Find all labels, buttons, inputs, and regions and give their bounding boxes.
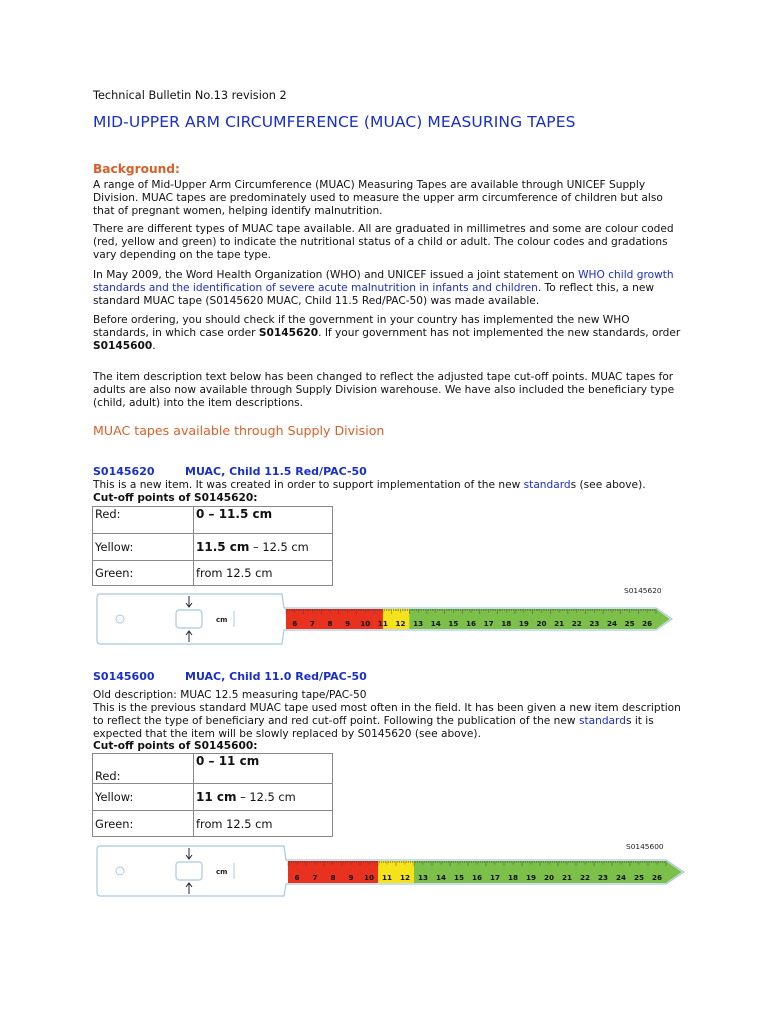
cutoff-value (194, 534, 333, 561)
cutoff-label: Red: (93, 754, 194, 784)
muac-tape-2 (96, 844, 686, 898)
table-row (93, 507, 333, 534)
item-2-cutoff-title: Cut-off points of S0145600: (93, 740, 258, 752)
tape-number: 18 (501, 619, 512, 628)
tape-number: 26 (651, 873, 663, 882)
cutoff-bold: 11 cm (196, 790, 237, 804)
tape-number: 23 (597, 873, 609, 882)
cutoff-label: Green: (93, 561, 194, 586)
tape-number: 15 (448, 619, 459, 628)
tape-number: 21 (561, 873, 573, 882)
tape-number: 25 (624, 619, 635, 628)
background-paragraph-3 (93, 269, 683, 308)
paragraph-text: . (152, 339, 156, 352)
background-heading: Background: (93, 162, 180, 176)
tape-number: 22 (579, 873, 591, 882)
paragraph-text: . To reflect this, a new standard MUAC tape (S0145620 MUAC, Child 11.5 Red/PAC-50) was made available. (93, 281, 655, 307)
tape-number: 18 (507, 873, 519, 882)
muac-tape-1 (96, 592, 676, 646)
cutoff-value (194, 784, 333, 811)
background-paragraph-1: A range of Mid-Upper Arm Circumference (MUAC) Measuring Tapes are available through UNICEF Supply Division. MUAC tapes are predominately used to measure the upper arm circumference of children but also that of pregnant women, helping identify malnutrition. (93, 179, 663, 217)
table-row (93, 561, 333, 586)
who-standards-link[interactable]: WHO child growth standards and the identification of severe acute malnutrition in infants and children (93, 269, 674, 294)
tape-tip (656, 609, 670, 629)
item-2-description (93, 702, 683, 741)
item-1-header (93, 465, 367, 478)
paragraph-text: This is a new item. It was created in order to support implementation of the new (93, 479, 524, 491)
paragraph-text: s it is expected that the item will be slowly replaced by S0145620 (see above). (93, 714, 654, 740)
standards-link[interactable]: standard (523, 479, 571, 491)
tape-number: 7 (312, 873, 318, 882)
cutoff-rest: – 12.5 cm (249, 540, 309, 554)
tape-number: 12 (399, 873, 411, 882)
tape-number: 9 (345, 619, 351, 628)
table-row (93, 754, 333, 784)
tape-number: 10 (360, 619, 371, 628)
item-1-description (93, 479, 683, 492)
tape-number: 19 (518, 619, 529, 628)
paragraph-text: s (see above). (570, 479, 646, 491)
tape-number: 24 (606, 619, 617, 628)
tape-number: 17 (489, 873, 501, 882)
cutoff-value (194, 754, 333, 784)
cutoff-label: Yellow: (93, 534, 194, 561)
cutoff-rest: – 12.5 cm (236, 790, 296, 804)
paragraph-text: In May 2009, the Word Health Organization (WHO) and UNICEF issued a joint statement on (93, 269, 579, 281)
item-1-cutoff-table (92, 506, 333, 586)
tape-number: 7 (309, 619, 315, 628)
tape-number: 6 (294, 873, 300, 882)
tape-number: 25 (633, 873, 645, 882)
tape-number: 16 (465, 619, 477, 628)
cutoff-label: Red: (93, 507, 194, 534)
tape-number: 21 (554, 619, 565, 628)
tape-number: 20 (543, 873, 555, 882)
tape-number: 8 (330, 873, 336, 882)
table-row (93, 784, 333, 811)
cutoff-value (194, 811, 333, 837)
document-title: MID-UPPER ARM CIRCUMFERENCE (MUAC) MEASURING TAPES (93, 113, 576, 131)
item-code: S0145620 (93, 465, 155, 478)
tape-number: 8 (327, 619, 333, 628)
tapes-section-heading: MUAC tapes available through Supply Division (93, 423, 385, 438)
tape-number: 23 (589, 619, 600, 628)
tape-1-code-label: S0145620 (624, 586, 662, 595)
bulletin-label: Technical Bulletin No.13 revision 2 (93, 89, 287, 102)
cutoff-bold: 0 – 11 cm (196, 754, 260, 768)
tape-number: 9 (348, 873, 354, 882)
tape-number: 24 (615, 873, 627, 882)
cutoff-rest: from 12.5 cm (196, 566, 273, 580)
tape-number: 10 (363, 873, 375, 882)
cutoff-bold: 11.5 cm (196, 540, 250, 554)
cutoff-bold: 0 – 11.5 cm (196, 507, 273, 521)
order-code: S0145620 (258, 326, 319, 339)
tape-number: 14 (435, 873, 447, 882)
background-paragraph-2: There are different types of MUAC tape available. All are graduated in millimetres and some are colour coded (red, yellow and green) to indicate the nutritional status of a child or adult. The colour codes and gradations vary depending on the tape type. (93, 223, 674, 261)
tape-cm-label: cm (216, 616, 228, 624)
tape-number: 26 (642, 619, 653, 628)
paragraph-text: . If your government has not implemented the new standards, order (318, 326, 681, 339)
item-1-cutoff-title: Cut-off points of S0145620: (93, 492, 258, 504)
tape-number: 22 (571, 619, 582, 628)
tape-number: 16 (471, 873, 483, 882)
tape-number: 11 (381, 873, 393, 882)
tape-tip (666, 861, 682, 883)
tape-number: 13 (417, 873, 429, 882)
tape-cm-label: cm (216, 868, 228, 876)
tape-number: 15 (453, 873, 465, 882)
background-paragraph-4 (93, 314, 683, 353)
item-2-cutoff-table (92, 753, 333, 837)
item-2-header (93, 670, 367, 683)
cutoff-label: Yellow: (93, 784, 194, 811)
table-row (93, 534, 333, 561)
cutoff-value (194, 507, 333, 534)
cutoff-rest: from 12.5 cm (196, 816, 273, 831)
tape-number: 11 (377, 619, 388, 628)
cutoff-value (194, 561, 333, 586)
standards-link[interactable]: standard (578, 714, 626, 727)
paragraph-text: Before ordering, you should check if the government in your country has implemented the new WHO standards, in which case order (93, 314, 630, 339)
order-code: S0145600 (93, 339, 153, 352)
background-paragraph-5: The item description text below has been changed to reflect the adjusted tape cut-off points. MUAC tapes for adults are also now available through Supply Division warehouse. We have also included the beneficiary type (child, adult) into the item descriptions. (93, 371, 675, 409)
item-name: MUAC, Child 11.0 Red/PAC-50 (185, 670, 367, 683)
item-code: S0145600 (93, 670, 155, 683)
tape-number: 13 (413, 619, 424, 628)
item-2-old-description: Old description: MUAC 12.5 measuring tape/PAC-50 (93, 689, 367, 701)
table-row (93, 811, 333, 837)
tape-2-code-label: S0145600 (626, 842, 664, 851)
item-name: MUAC, Child 11.5 Red/PAC-50 (185, 465, 367, 478)
cutoff-label: Green: (93, 811, 194, 837)
tape-number: 19 (525, 873, 537, 882)
tape-number: 20 (536, 619, 547, 628)
paragraph-text: This is the previous standard MUAC tape used most often in the field. It has been given a new item description to reflect the type of beneficiary and red cut-off point. Following the publication of the new (93, 702, 681, 727)
tape-number: 12 (395, 619, 406, 628)
tape-number: 17 (483, 619, 494, 628)
tape-number: 14 (430, 619, 441, 628)
tape-number: 6 (292, 619, 298, 628)
